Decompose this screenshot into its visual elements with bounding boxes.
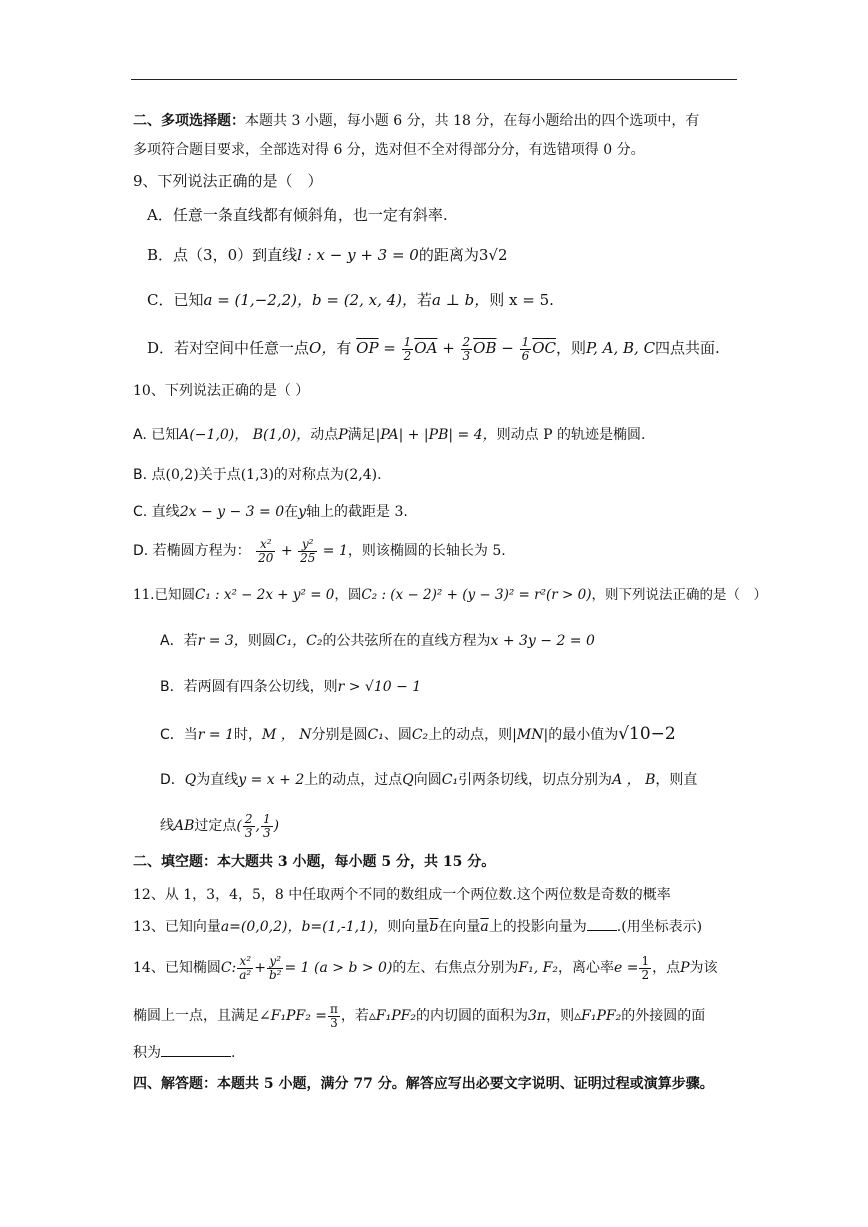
q11-d2-mid: 过定点: [194, 818, 237, 835]
q14-l2-angle: ∠F₁PF₂ =: [259, 1008, 327, 1025]
q10-a-points: A(−1,0)， B(1,0)，: [179, 427, 311, 443]
q13-vec-b: b=(1,-1,1)，: [301, 919, 388, 935]
q9-option-a: A．任意一条直线都有倾斜角，也一定有斜率.: [147, 206, 448, 224]
section2-title: 二、多项选择题：: [133, 113, 245, 129]
q14-l2-mid2: 的内切圆的面积为: [415, 1008, 528, 1025]
q14-ecc: ，离心率: [557, 960, 614, 977]
q13-answer-blank[interactable]: [587, 918, 617, 931]
q11-d-mid2: 向圆: [413, 772, 442, 788]
q11-a-r: r = 3，: [197, 633, 248, 649]
q11-c1: C₁ : x² − 2x + y² = 0: [194, 587, 335, 603]
q10-b-mid2: 的对称点为: [273, 467, 344, 483]
q9-b-mid: 的距离为: [418, 246, 479, 264]
q14-mid: 的左、右焦点分别为: [392, 960, 519, 977]
q12-text: 12、从 1，3，4，5，8 中任取两个不同的数组成一个两位数.这个两位数是奇数的概率: [133, 887, 671, 903]
section2-line1: [133, 111, 699, 131]
q14-l2-mid: ，若: [340, 1008, 369, 1025]
q10-b-p3: (2,4): [343, 467, 378, 483]
q11-c-mid3: 上的动点，则: [428, 727, 513, 743]
q9-option-d: [147, 336, 720, 362]
q11-c-mid: 时，: [234, 727, 263, 743]
q10-b-p2: (1,3): [240, 467, 274, 483]
q10-c-y: y: [298, 504, 307, 520]
q9-b-eq: l : x − y + 3 = 0: [297, 246, 419, 264]
q10-d-formula: $\frac{\text{x²}}{20}$ + $\frac{\text{y²}}{25}$ = 1: [258, 537, 348, 565]
q10-a-p: P: [338, 427, 348, 443]
q11-a-c: C₁，C₂: [275, 633, 323, 649]
q11-stem-end: ，则下列说法正确的是（ ）: [591, 587, 767, 603]
q9-c-end: 则 x = 5.: [489, 291, 554, 309]
q11-c-c1: C₁: [367, 727, 384, 743]
q9-d-points: P, A, B, C: [586, 339, 656, 358]
q11-d-q2: Q: [402, 772, 414, 788]
q10-c-eq: 2x − y − 3 = 0: [179, 504, 285, 520]
q9-d-o: O，: [309, 339, 337, 358]
q11-stem-mid: ，圆: [334, 587, 362, 603]
q11-b-pre: B．若两圆有四条公切线，则: [160, 679, 338, 695]
q11-c-mn: M ， N: [262, 727, 312, 743]
q11-d-eq: y = x + 2: [238, 772, 305, 788]
q10-c-pre: C. 直线: [133, 504, 180, 520]
q10-b-mid: 关于点: [198, 467, 241, 483]
q10-option-b: [133, 465, 382, 485]
q14-e: e =: [613, 960, 639, 977]
q14-l2-end: 的外接圆的面: [621, 1008, 706, 1025]
q11-c-val: √10−2: [618, 724, 676, 744]
q10-a-cond: 满足: [347, 427, 376, 443]
q13-mid: 则向量: [387, 919, 430, 935]
q10-option-d: [133, 538, 506, 564]
section2-desc1: 本题共 3 小题，每小题 6 分，共 18 分，在每小题给出的四个选项中，有: [245, 113, 700, 129]
q10-a-pre: A. 已知: [133, 427, 180, 443]
q10-b-p1: (0,2): [165, 467, 199, 483]
q11-c-mid4: 的最小值为: [548, 727, 619, 743]
q11-a-eq: x + 3y − 2 = 0: [490, 633, 595, 649]
q11-stem: [133, 585, 767, 605]
q11-d-mid3: 引两条切线，切点分别为: [458, 772, 613, 788]
q14-cond: = 1 (a > b > 0): [284, 960, 393, 977]
q13-end: 上的投影向量为: [488, 919, 587, 935]
q10-c-mid: 在: [284, 504, 299, 520]
q10-a-eq: |PA| + |PB| = 4，: [375, 427, 497, 443]
q9-d-formula: $\overline{OP}$ = $\frac{1}{2}$ $\overline{OA}$ + $\frac{2}{3}$ $\overline{OB}$ − $\frac{1}{6}$ $\overline{OC}$: [356, 335, 557, 363]
q14-l2-tri: ▵F₁PF₂: [368, 1008, 416, 1025]
q11-c-mid2: 分别是圆: [311, 727, 368, 743]
q11-c-pre: C．当: [160, 727, 198, 743]
q11-c2: C₂ : (x − 2)² + (y − 3)² = r²(r > 0): [361, 587, 592, 603]
q9-d-pre: D．若对空间中任意一点: [147, 339, 310, 358]
q10-c-end: 轴上的截距是 3.: [306, 504, 408, 520]
header-rule: [131, 79, 737, 80]
q11-a-pre: A．若: [160, 633, 198, 649]
q11-d-pre: 为直线: [196, 772, 239, 788]
q11-option-d: D．Q为直线y = x + 2上的动点，过点Q向圆C₁引两条切线，切点分别为A ， B，则直: [160, 772, 698, 788]
q9-b-pre: B．点（3，0）到直线: [147, 246, 298, 264]
q11-c-sep: 、圆: [383, 727, 412, 743]
q14-l2-area: 3π: [527, 1008, 547, 1025]
q10-d-pre: D. 若椭圆方程为：: [133, 543, 251, 560]
q11-c-c2: C₂: [411, 727, 429, 743]
q11-option-a: [160, 631, 595, 651]
q9-stem: 9、下列说法正确的是（ ）: [133, 172, 323, 190]
q10-a-end: 则动点 P 的轨迹是椭圆.: [496, 427, 646, 443]
q10-b-pre: B. 点: [133, 467, 166, 483]
q10-option-a: [133, 425, 645, 445]
q11-c-r: r = 1: [197, 727, 235, 743]
q10-option-c: [133, 502, 408, 522]
q9-d-have: 有: [336, 339, 352, 358]
q11-d2-pre: 线: [160, 818, 174, 835]
q14-l3-pre: 积为: [133, 1045, 161, 1061]
q9-c-mid: 若: [417, 291, 433, 309]
q14-l2-pre: 椭圆上一点，且满足: [133, 1008, 259, 1025]
q10-stem: 10、下列说法正确的是（ ）: [133, 383, 310, 399]
q14-l2-tri2: ▵F₁PF₂: [574, 1008, 622, 1025]
q9-c-vec-a: a = (1,−2,2)，: [203, 291, 312, 309]
q11-d-end: ，则直: [655, 772, 698, 788]
q14-line2: 椭圆上一点，且满足∠F₁PF₂ = $\frac{\pi}{3}$ ，若▵F₁PF₂的内切圆的面积为3π，则▵F₁PF₂的外接圆的面: [133, 1002, 706, 1030]
q11-a-mid: 则圆: [247, 633, 276, 649]
q14-line3: [133, 1043, 235, 1063]
q14-c: C: [220, 960, 232, 977]
q9-c-pre: C．已知: [147, 291, 204, 309]
q13-vec-a: a=(0,0,2)，: [220, 919, 302, 935]
q10-a-mid: 动点: [310, 427, 339, 443]
q11-a-mid2: 的公共弦所在的直线方程为: [322, 633, 491, 649]
q11-stem-pre: 11.已知圆: [133, 587, 195, 603]
q11-d-mid: 上的动点，过点: [304, 772, 403, 788]
q9-c-vec-b: b = (2, x, 4)，: [311, 291, 418, 309]
q9-b-val: 3√2: [478, 246, 508, 264]
section2-line2: 多项符合题目要求，全部选对得 6 分，选对但不全对得部分分，有选错项得 0 分。: [133, 142, 645, 158]
q11-option-d-line2: [160, 813, 279, 839]
q11-d2-point: ( $\frac{2}{3}$ , $\frac{1}{3}$ ): [236, 812, 280, 840]
q11-option-b: [160, 677, 421, 697]
q9-c-perp: a ⊥ b，: [432, 291, 490, 309]
q13-mid2: 在向量: [438, 919, 481, 935]
q14-l3-end: .: [231, 1045, 236, 1061]
q9-d-end: ，则: [556, 339, 587, 358]
q11-d-c1: C₁: [441, 772, 459, 788]
q10-d-end: ，则该椭圆的长轴长为 5.: [347, 543, 506, 560]
q9-option-c: [147, 290, 554, 310]
q10-b-end: .: [377, 467, 382, 483]
q14-l2-mid3: ，则: [546, 1008, 575, 1025]
section4-title: 四、解答题：本题共 5 小题，满分 77 分。解答应写出必要文字说明、证明过程或演算步骤。: [133, 1076, 714, 1092]
q11-option-c: [160, 724, 676, 745]
q9-d-tail: 四点共面.: [655, 339, 720, 358]
q14-end2: 为该: [689, 960, 718, 977]
q14-pre: 14、已知椭圆: [133, 960, 221, 977]
section3-title: 二、填空题：本大题共 3 小题，每小题 5 分，共 15 分。: [133, 854, 496, 870]
q13-tail: .(用坐标表示): [616, 919, 703, 935]
q14-foci: F₁, F₂: [518, 960, 558, 977]
q11-c-abs: |MN|: [512, 727, 549, 743]
q13-text: 13、已知向量a=(0,0,2)，b=(1,-1,1)，则向量$\overline{b}$在向量$\overline{a}$上的投影向量为 .(用坐标表示): [133, 919, 703, 935]
q14-line1: 14、已知椭圆C: $\frac{\text{x²}}{\text{a²}}$ + $\frac{\text{y²}}{\text{b²}}$ = 1 (a > b > 0)的左、右焦点分别为F₁, F₂，离心率e = $\frac{1}{2}$ ，点P为该: [133, 954, 718, 982]
q11-d-ab: A ， B: [612, 772, 656, 788]
q14-p: P: [680, 960, 690, 977]
q11-d2-ab: AB: [174, 818, 195, 835]
q14-end: ，点: [652, 960, 681, 977]
q9-option-b: [147, 245, 508, 265]
q13-pre: 13、已知向量: [133, 919, 221, 935]
q11-b-eq: r > √10 − 1: [337, 679, 422, 695]
q14-answer-blank[interactable]: [161, 1044, 231, 1057]
q11-d-q: Q: [184, 772, 197, 788]
